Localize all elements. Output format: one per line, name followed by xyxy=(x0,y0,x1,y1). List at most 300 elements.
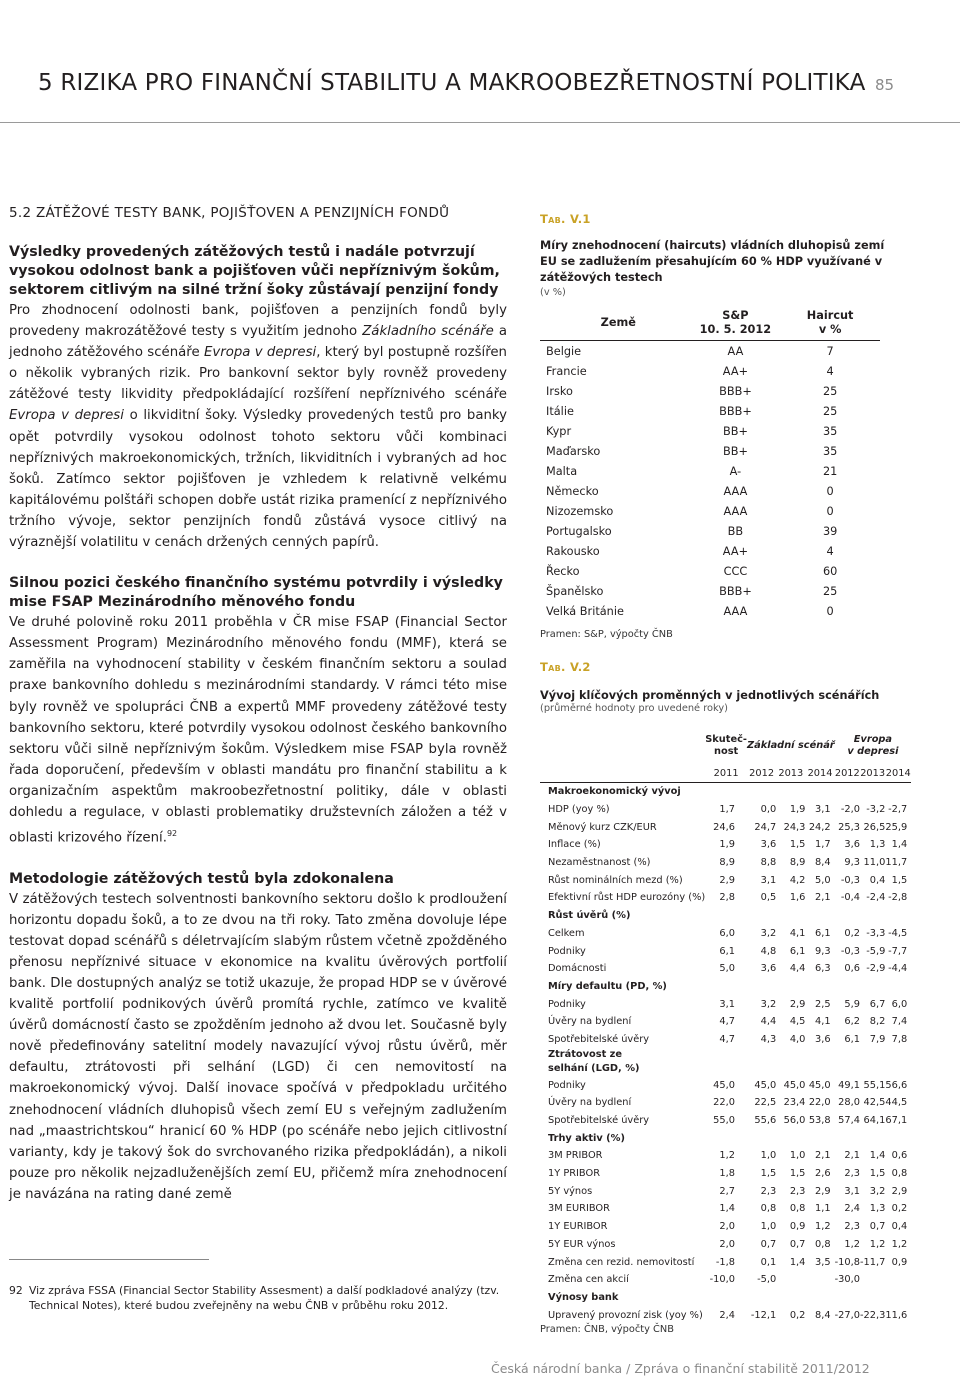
value-cell xyxy=(805,1271,834,1289)
value-cell: 6,2 xyxy=(844,1016,860,1028)
value-cell: -11,7 xyxy=(860,1256,886,1268)
value-cell: -3,2 xyxy=(866,804,886,816)
value-cell: 6,7 xyxy=(869,998,886,1010)
value-cell: 3,1 xyxy=(719,998,735,1010)
value-cell: -27,0 xyxy=(834,1309,860,1321)
value-cell: 8,9 xyxy=(719,857,735,869)
value-cell: 0,6 xyxy=(891,1150,908,1162)
table2-header-europe: Evropa v depresi xyxy=(847,734,899,757)
value-cell: 42,5 xyxy=(863,1097,886,1109)
variable-cell: Celkem xyxy=(548,927,585,939)
value-cell: 2,3 xyxy=(844,1221,860,1233)
table2-row xyxy=(540,1112,911,1130)
year-cell: 2013 xyxy=(776,764,805,783)
value-cell: 24,7 xyxy=(754,821,777,833)
table1-row xyxy=(540,501,880,521)
table2-group-title: Makroekonomický vývoj xyxy=(540,783,911,801)
value-cell: 56,6 xyxy=(885,1079,908,1091)
table2-row xyxy=(540,1236,911,1254)
country-cell: Nizozemsko xyxy=(546,504,614,518)
value-cell: 3,6 xyxy=(760,963,777,975)
table1-row xyxy=(540,441,880,461)
value-cell: -3,3 xyxy=(866,927,886,939)
value-cell: -2,8 xyxy=(888,892,908,904)
value-cell: 1,2 xyxy=(815,1221,831,1233)
value-cell: -10,0 xyxy=(709,1274,735,1286)
footnote xyxy=(9,1283,504,1313)
table2-group-title: Ztrátovost ze selhání (LGD, %) xyxy=(548,1049,640,1075)
year-cell: 2012 xyxy=(835,764,860,783)
value-cell: 1,0 xyxy=(789,1150,806,1162)
value-cell: 8,2 xyxy=(869,1016,886,1028)
table2-row xyxy=(540,1076,911,1094)
table1-row xyxy=(540,401,880,421)
value-cell: 24,2 xyxy=(808,821,831,833)
value-cell: 4,1 xyxy=(815,1016,831,1028)
value-cell: 1,3 xyxy=(869,1203,886,1215)
table1-header-row xyxy=(540,306,880,341)
value-cell: 0,0 xyxy=(760,804,777,816)
value-cell: 3,2 xyxy=(760,998,777,1010)
paragraph-3: V zátěžových testech solventnosti bankovního sektoru došlo k prodloužení horizontu dopadu šoků, a to ze dvou na tři roky. Tato změna dovoluje lépe testovat dopad scénářů s déletrvajícím slabým růstem včetně zpožděného přenosu nepříznivé situace v ekonomice na kvalitu úvěrových portfolií bank. Dle dostupných analýz se totiž ukazuje, že propad HDP se v úvěrové kvalitě portfolií podnikových úvěrů promítá rychle, zatímco ve kvalitě úvěrů domácností často se zpožděním jednoho až dvou let. Současně byly nově předefinovány satelitní modely navazující vývoj růstu úvěrů, měr defaultu, ztrátovosti při selhání (LGD) či cen nemovitostí na makroekonomický vývoj. Další inovace spočívá v předpokladu určitého znehodnocení vládních dluhopisů všech zemí EU s veřejným zadlužením nad „maastrichtskou“ hranicí 60 % HDP (po scénáře nebo jejich citlivostní varianty, kdy je takový šok do svrchovaného rizika předpokládán), a nikoli pouze pro několik nejzadluženějších zemí EU, přičemž míra znehodnocení je navázána na rating dané země xyxy=(9,891,507,1202)
value-cell: 6,1 xyxy=(719,945,735,957)
table2-unit: (průměrné hodnoty pro uvedené roky) xyxy=(540,703,728,714)
table2-row xyxy=(540,1147,911,1165)
value-cell: -2,9 xyxy=(866,963,886,975)
value-cell: 5,9 xyxy=(844,998,860,1010)
value-cell: -4,4 xyxy=(888,963,908,975)
value-cell: -12,1 xyxy=(750,1309,777,1321)
variable-cell: 3M PRIBOR xyxy=(548,1150,603,1162)
haircut-cell: 25 xyxy=(822,384,838,398)
table2-row xyxy=(540,995,911,1013)
running-header: 5 RIZIKA PRO FINANČNÍ STABILITU A MAKROOBEZŘETNOSTNÍ POLITIKA xyxy=(38,70,866,96)
year-cell: 2013 xyxy=(860,764,885,783)
haircut-cell: 35 xyxy=(822,444,838,458)
value-cell: -2,0 xyxy=(840,804,860,816)
value-cell: 45,0 xyxy=(808,1079,831,1091)
table2-row xyxy=(540,818,911,836)
rating-cell: BBB+ xyxy=(719,384,752,398)
variable-cell: 5Y EUR výnos xyxy=(548,1238,616,1250)
page-number: 85 xyxy=(875,76,895,94)
rating-cell: BB+ xyxy=(722,444,748,458)
section-title: 5.2 ZÁTĚŽOVÉ TESTY BANK, POJIŠŤOVEN A PENZIJNÍCH FONDŮ xyxy=(9,205,450,221)
table2-group-title: Růst úvěrů (%) xyxy=(548,910,631,922)
rating-cell: BBB+ xyxy=(719,404,752,418)
table2-row xyxy=(540,1218,911,1236)
table1-row xyxy=(540,461,880,481)
value-cell: -2,7 xyxy=(888,804,908,816)
rating-cell: BBB+ xyxy=(719,584,752,598)
value-cell: 2,3 xyxy=(844,1168,860,1180)
value-cell: 2,5 xyxy=(815,998,831,1010)
table1-label: Tab. V.1 xyxy=(540,212,591,226)
rating-cell: AAA xyxy=(723,504,748,518)
table2-row xyxy=(540,1182,911,1200)
variable-cell: Úvěry na bydlení xyxy=(548,1097,632,1109)
haircut-cell: 60 xyxy=(822,564,838,578)
variable-cell: Podniky xyxy=(548,1079,586,1091)
country-cell: Francie xyxy=(546,364,587,378)
value-cell: 57,4 xyxy=(838,1115,860,1127)
value-cell: 22,0 xyxy=(808,1097,831,1109)
value-cell: -5,9 xyxy=(866,945,886,957)
value-cell: 2,8 xyxy=(719,892,735,904)
variable-cell: Spotřebitelské úvěry xyxy=(548,1115,650,1127)
value-cell: 5,0 xyxy=(815,874,831,886)
variable-cell: Měnový kurz CZK/EUR xyxy=(548,821,657,833)
value-cell: 1,3 xyxy=(869,839,886,851)
value-cell: 1,7 xyxy=(815,839,831,851)
haircut-cell: 0 xyxy=(826,604,834,618)
rating-cell: AAA xyxy=(723,604,748,618)
value-cell: 4,5 xyxy=(789,1016,806,1028)
value-cell: 1,5 xyxy=(891,874,908,886)
country-cell: Španělsko xyxy=(546,584,604,598)
value-cell: 0,6 xyxy=(844,963,860,975)
value-cell: 1,4 xyxy=(891,839,908,851)
table2-title: Vývoj klíčových proměnných v jednotlivých scénářích xyxy=(540,689,880,702)
left-column xyxy=(9,205,507,1205)
value-cell: 9,3 xyxy=(844,857,860,869)
table2-row xyxy=(540,836,911,854)
paragraph-2: Ve druhé polovině roku 2011 proběhla v ČR mise FSAP (Financial Sector Assessment Program) Mezinárodního měnového fondu (MMF), která se zaměřila na vyhodnocení stability v českém finančním sektoru a soulad praxe bankovního dohledu s mezinárodními standardy. V rámci této mise byly rovněž ve spolupráci ČNB a expertů MMF provedeny zátěžové testy bankovního sektoru, které potvrdily vysokou odolnost českého bankovního sektoru vůči silně nepříznivým šokům. Výsledkem mise FSAP byla rovněž řada doporučení, především v oblasti mandátu pro finanční stabilitu a k organizačním aspektům makroobezřetnostní politiky, dále v oblasti dohledu a regulace, v oblasti problematiky družstevních záložen a též v oblasti krizového řízení.$^{92}$ xyxy=(9,615,507,846)
table1-row xyxy=(540,601,880,621)
rating-cell: AA+ xyxy=(722,364,749,378)
value-cell: 1,5 xyxy=(789,839,806,851)
value-cell: 1,4 xyxy=(789,1256,806,1268)
value-cell: 1,6 xyxy=(789,892,806,904)
table2-group-title: Míry defaultu (PD, %) xyxy=(548,980,667,992)
value-cell: 2,9 xyxy=(891,1185,908,1197)
value-cell: 2,0 xyxy=(719,1221,735,1233)
value-cell: 8,8 xyxy=(760,857,777,869)
table1-header-rating: S&P 10. 5. 2012 xyxy=(691,306,781,341)
variable-cell: 1Y EURIBOR xyxy=(548,1221,608,1233)
table1-row xyxy=(540,541,880,561)
country-cell: Itálie xyxy=(546,404,574,418)
value-cell: 26,5 xyxy=(863,821,886,833)
value-cell: 1,4 xyxy=(869,1150,886,1162)
table2-row xyxy=(540,1306,911,1324)
footnote-number: 92 xyxy=(9,1284,23,1297)
variable-cell: Spotřebitelské úvěry xyxy=(548,1033,650,1045)
paragraph-1: Pro zhodnocení odolnosti bank, pojišťoven a penzijních fondů byly provedeny makrozátěžové testy s využitím jednoho Základního scénáře a jednoho zátěžového scénáře Evropa v depresi, který byl postupně rozšířen o několik vybraných rizik. Pro bankovní sektor byly rovněž provedeny zátěžové testy likvidity předpokládající rozšíření nepříznivého scénáře Evropa v depresi o likviditní šoky. Výsledky provedených testů pro banky opět potvrdily vysokou odolnost tohoto sektoru vůči kombinaci nepříznivých makroekonomických, tržních, likviditních i vybraných ad hoc šoků. Zatímco sektor pojišťoven je vzhledem k relativně velkému kapitálovému polštáři schopen dobře ustát rizika pramenící z nepříznivého tržního vývoje, sektor penzijních fondů zůstává vysoce citlivý na výraznější volatilitu v cenách držených cenných papírů. xyxy=(9,303,507,551)
value-cell: 6,1 xyxy=(844,1033,860,1045)
country-cell: Irsko xyxy=(546,384,573,398)
value-cell: 8,4 xyxy=(815,857,831,869)
value-cell: 0,5 xyxy=(760,892,777,904)
value-cell: 64,1 xyxy=(863,1115,886,1127)
value-cell: 1,5 xyxy=(760,1168,777,1180)
table1-row xyxy=(540,521,880,541)
value-cell: 56,0 xyxy=(783,1115,806,1127)
variable-cell: 5Y výnos xyxy=(548,1185,593,1197)
value-cell: 3,1 xyxy=(760,874,777,886)
table2-row xyxy=(540,960,911,978)
haircut-cell: 7 xyxy=(826,344,834,358)
value-cell xyxy=(776,1271,805,1289)
table2-years-row xyxy=(540,764,911,783)
variable-cell: Domácnosti xyxy=(548,963,607,975)
value-cell: 0,8 xyxy=(760,1203,777,1215)
table1-row xyxy=(540,561,880,581)
value-cell: 11,7 xyxy=(885,857,908,869)
value-cell: 55,1 xyxy=(863,1079,886,1091)
table2-header-row xyxy=(540,728,911,764)
value-cell: 0,2 xyxy=(891,1203,908,1215)
variable-cell: 3M EURIBOR xyxy=(548,1203,610,1215)
country-cell: Malta xyxy=(546,464,578,478)
table2-group-title: Trhy aktiv (%) xyxy=(548,1132,625,1144)
table1-haircuts xyxy=(540,306,880,621)
value-cell: 2,1 xyxy=(815,1150,831,1162)
table2-row xyxy=(540,871,911,889)
value-cell: -5,0 xyxy=(757,1274,777,1286)
value-cell: 1,7 xyxy=(719,804,735,816)
year-cell: 2012 xyxy=(747,764,776,783)
value-cell: 6,0 xyxy=(719,927,735,939)
value-cell: 22,5 xyxy=(754,1097,777,1109)
footnote-divider xyxy=(9,1259,209,1260)
table1-row xyxy=(540,581,880,601)
variable-cell: Nezaměstnanost (%) xyxy=(548,857,651,869)
value-cell: 0,8 xyxy=(891,1168,908,1180)
value-cell: 0,4 xyxy=(869,874,886,886)
footnote-text: Viz zpráva FSSA (Financial Sector Stability Assesment) a další podkladové analýzy (tzv. Technical Notes), které budou zveřejněny na webu ČNB v průběhu roku 2012. xyxy=(29,1284,500,1312)
value-cell: 55,6 xyxy=(754,1115,777,1127)
rating-cell: BB xyxy=(727,524,744,538)
country-cell: Německo xyxy=(546,484,599,498)
value-cell: 11,0 xyxy=(863,857,886,869)
value-cell: 0,7 xyxy=(760,1238,777,1250)
value-cell: 0,1 xyxy=(760,1256,777,1268)
table2-group-row xyxy=(540,1289,911,1307)
year-cell: 2014 xyxy=(885,764,911,783)
country-cell: Portugalsko xyxy=(546,524,612,538)
value-cell: 6,1 xyxy=(815,927,831,939)
value-cell: -1,8 xyxy=(715,1256,735,1268)
value-cell: 4,2 xyxy=(789,874,806,886)
rating-cell: CCC xyxy=(723,564,748,578)
value-cell: 2,3 xyxy=(760,1185,777,1197)
table2-group-row xyxy=(540,783,911,801)
table1-row xyxy=(540,361,880,381)
value-cell: 0,7 xyxy=(789,1238,806,1250)
haircut-cell: 39 xyxy=(822,524,838,538)
value-cell: 23,4 xyxy=(783,1097,806,1109)
country-cell: Maďarsko xyxy=(546,444,601,458)
value-cell: 45,0 xyxy=(783,1079,806,1091)
value-cell: -0,4 xyxy=(840,892,860,904)
table1-row xyxy=(540,341,880,362)
value-cell: 2,9 xyxy=(815,1185,831,1197)
variable-cell: 1Y PRIBOR xyxy=(548,1168,601,1180)
value-cell: 3,2 xyxy=(869,1185,886,1197)
table2-header-actual: Skuteč- nost xyxy=(705,734,747,757)
table2-row xyxy=(540,1271,911,1289)
value-cell: 45,0 xyxy=(713,1079,735,1091)
value-cell: 0,9 xyxy=(789,1221,806,1233)
table2-group-row xyxy=(540,978,911,996)
value-cell: -2,4 xyxy=(866,892,886,904)
value-cell: 1,5 xyxy=(789,1168,806,1180)
value-cell: 44,5 xyxy=(885,1097,908,1109)
haircut-cell: 21 xyxy=(822,464,838,478)
table2-group-row xyxy=(540,1048,911,1076)
haircut-cell: 0 xyxy=(826,484,834,498)
variable-cell: HDP (yoy %) xyxy=(548,804,610,816)
table1-title: Míry znehodnocení (haircuts) vládních dluhopisů zemí EU se zadlužením přesahujícím 60 % HDP využívané v zátěžových testech xyxy=(540,239,885,284)
value-cell: 1,2 xyxy=(719,1150,735,1162)
country-cell: Rakousko xyxy=(546,544,600,558)
table2-row xyxy=(540,1013,911,1031)
value-cell: 53,8 xyxy=(808,1115,831,1127)
value-cell: -0,3 xyxy=(840,874,860,886)
variable-cell: Růst nominálních mezd (%) xyxy=(548,874,683,886)
value-cell: 6,3 xyxy=(815,963,831,975)
variable-cell: Efektivní růst HDP eurozóny (%) xyxy=(548,892,706,904)
value-cell: 4,4 xyxy=(760,1016,777,1028)
value-cell: 4,3 xyxy=(760,1033,777,1045)
table1-header-haircut: Haircut v % xyxy=(780,306,880,341)
year-cell: 2011 xyxy=(705,764,747,783)
value-cell: 67,1 xyxy=(885,1115,908,1127)
table2-row xyxy=(540,942,911,960)
value-cell: 1,1 xyxy=(815,1203,831,1215)
subheading-methodology: Metodologie zátěžových testů byla zdokonalena xyxy=(9,870,394,887)
value-cell: 0,7 xyxy=(869,1221,886,1233)
value-cell: 2,9 xyxy=(789,998,806,1010)
value-cell: 3,6 xyxy=(815,1033,831,1045)
value-cell: 22,0 xyxy=(713,1097,735,1109)
value-cell: 7,4 xyxy=(891,1016,908,1028)
table2-row xyxy=(540,1094,911,1112)
table2-group-row xyxy=(540,907,911,925)
value-cell: 25,3 xyxy=(838,821,860,833)
subheading-fsap: Silnou pozici českého finančního systému potvrdily i výsledky mise FSAP Mezinárodního měnového fondu xyxy=(9,575,503,611)
value-cell: -4,5 xyxy=(888,927,908,939)
value-cell: 1,8 xyxy=(719,1168,735,1180)
variable-cell: Upravený provozní zisk (yoy %) xyxy=(548,1309,703,1321)
variable-cell: Inflace (%) xyxy=(548,839,601,851)
value-cell: 8,4 xyxy=(815,1309,831,1321)
value-cell: 0,8 xyxy=(789,1203,806,1215)
value-cell xyxy=(860,1271,885,1289)
value-cell: 3,2 xyxy=(760,927,777,939)
value-cell: 5,0 xyxy=(719,963,735,975)
value-cell: 4,4 xyxy=(789,963,806,975)
country-cell: Kypr xyxy=(546,424,572,438)
table2-row xyxy=(540,925,911,943)
value-cell: -10,8 xyxy=(834,1256,860,1268)
value-cell: 2,1 xyxy=(815,892,831,904)
value-cell: 1,2 xyxy=(869,1238,886,1250)
value-cell: 7,8 xyxy=(891,1033,908,1045)
value-cell: 3,1 xyxy=(815,804,831,816)
haircut-cell: 0 xyxy=(826,504,834,518)
value-cell: 3,6 xyxy=(760,839,777,851)
country-cell: Velká Británie xyxy=(546,604,624,618)
value-cell: 2,3 xyxy=(789,1185,806,1197)
value-cell: 28,0 xyxy=(838,1097,860,1109)
value-cell: 2,9 xyxy=(719,874,735,886)
table1-row xyxy=(540,481,880,501)
value-cell: 0,9 xyxy=(891,1256,908,1268)
page-footer: Česká národní banka / Zpráva o finanční stabilitě 2011/2012 xyxy=(491,1361,870,1376)
table2-source: Pramen: ČNB, výpočty ČNB xyxy=(540,1324,674,1335)
value-cell: 1,0 xyxy=(760,1150,777,1162)
value-cell: 49,1 xyxy=(838,1079,860,1091)
country-cell: Řecko xyxy=(546,564,580,578)
value-cell: 55,0 xyxy=(713,1115,735,1127)
table1-row xyxy=(540,381,880,401)
table2-row xyxy=(540,1253,911,1271)
value-cell: 2,4 xyxy=(719,1309,735,1321)
value-cell: 1,0 xyxy=(760,1221,777,1233)
value-cell: -0,3 xyxy=(840,945,860,957)
value-cell: 4,7 xyxy=(719,1033,735,1045)
table2-row xyxy=(540,854,911,872)
variable-cell: Změna cen rezid. nemovitostí xyxy=(548,1256,695,1268)
table1-header-country: Země xyxy=(540,306,691,341)
right-column xyxy=(540,212,960,300)
value-cell: 0,4 xyxy=(891,1221,908,1233)
value-cell: 1,9 xyxy=(719,839,735,851)
rating-cell: AA xyxy=(727,344,744,358)
rating-cell: BB+ xyxy=(722,424,748,438)
lead-paragraph: Výsledky provedených zátěžových testů i nadále potvrzují vysokou odolnost bank a pojišťoven vůči nepříznivým šokům, sektorem citlivým na silné tržní šoky zůstávají penzijní fondy xyxy=(9,244,500,298)
table2-row xyxy=(540,889,911,907)
value-cell: -30,0 xyxy=(834,1274,860,1286)
value-cell: 4,0 xyxy=(789,1033,806,1045)
table2-label: Tab. V.2 xyxy=(540,660,591,674)
value-cell: 7,9 xyxy=(869,1033,886,1045)
value-cell: 4,7 xyxy=(719,1016,735,1028)
table1-unit: (v %) xyxy=(540,287,566,298)
value-cell: 9,3 xyxy=(815,945,831,957)
rating-cell: A- xyxy=(729,464,742,478)
value-cell: 6,1 xyxy=(789,945,806,957)
value-cell: 24,3 xyxy=(783,821,806,833)
value-cell: 11,6 xyxy=(885,1309,908,1321)
haircut-cell: 4 xyxy=(826,544,834,558)
value-cell: -22,3 xyxy=(860,1309,886,1321)
country-cell: Belgie xyxy=(546,344,582,358)
value-cell: 2,6 xyxy=(815,1168,831,1180)
value-cell: 4,1 xyxy=(789,927,806,939)
haircut-cell: 25 xyxy=(822,404,838,418)
table2-row xyxy=(540,1200,911,1218)
value-cell: 4,8 xyxy=(760,945,777,957)
value-cell: 1,5 xyxy=(869,1168,886,1180)
value-cell: -7,7 xyxy=(888,945,908,957)
table2-row xyxy=(540,1031,911,1049)
value-cell: 3,5 xyxy=(815,1256,831,1268)
value-cell: 3,6 xyxy=(844,839,860,851)
year-cell: 2014 xyxy=(805,764,834,783)
value-cell: 2,4 xyxy=(844,1203,860,1215)
value-cell: 1,2 xyxy=(844,1238,860,1250)
value-cell: 3,1 xyxy=(844,1185,860,1197)
variable-cell: Změna cen akcií xyxy=(548,1274,629,1286)
haircut-cell: 35 xyxy=(822,424,838,438)
value-cell: 1,4 xyxy=(719,1203,735,1215)
value-cell: 45,0 xyxy=(754,1079,777,1091)
value-cell: 8,9 xyxy=(789,857,806,869)
variable-cell: Podniky xyxy=(548,998,586,1010)
